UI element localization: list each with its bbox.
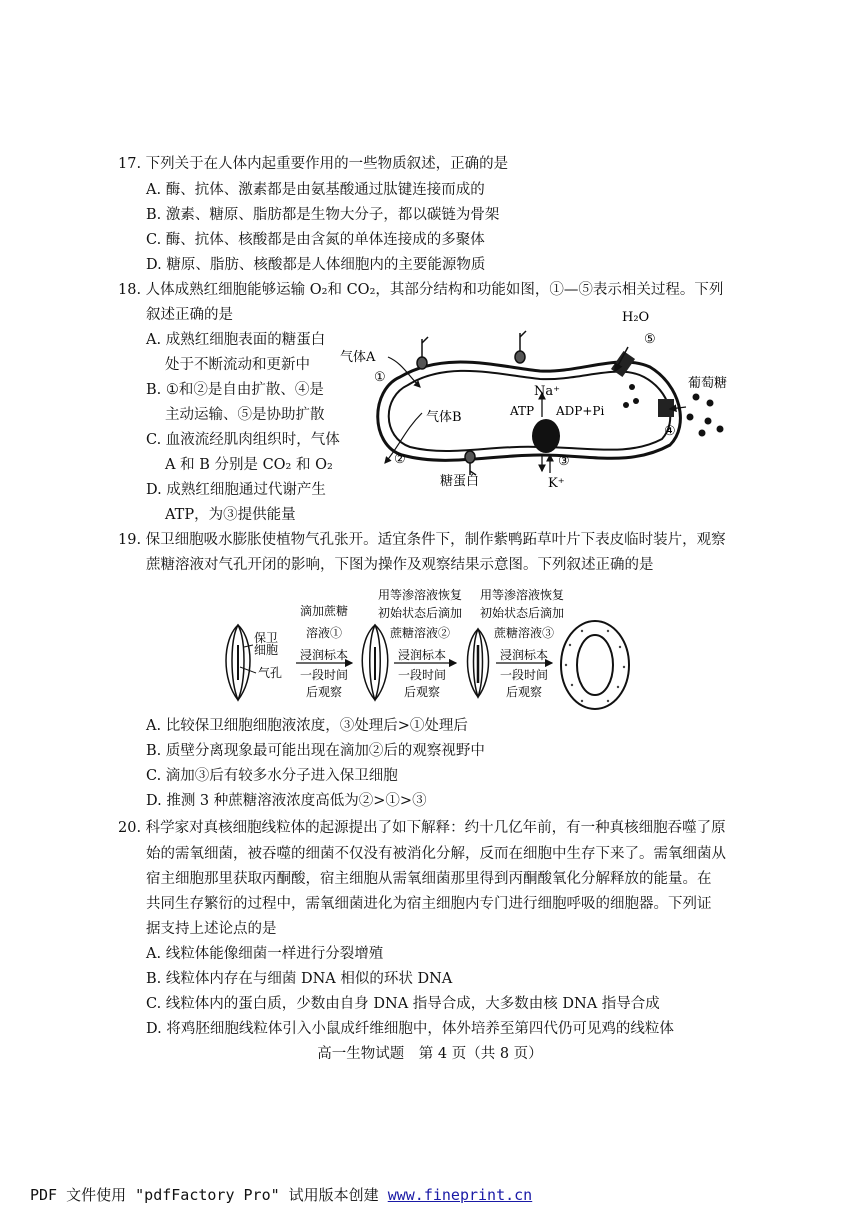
diag-s1-3: 浸润标本 [300,648,349,662]
diag-s3-3: 浸润标本 [500,648,549,662]
pdf-watermark-note [30,1184,532,1205]
q18-option-c-line2: A 和 B 分别是 CO₂ 和 O₂ [165,457,333,473]
q18-rbc-diagram [330,305,750,505]
diag-n1: ① [374,370,386,385]
diag-s1-5: 后观察 [306,685,343,699]
fineprint-link[interactable]: www.fineprint.cn [387,1186,533,1204]
glycoprotein-icon [417,331,526,475]
diag-s1-2: 溶液① [306,626,343,640]
q17-option-c: C. 酶、抗体、核酸都是由含氮的单体连接成的多聚体 [146,232,485,248]
diag-gas-b: 气体B [426,410,462,425]
diag-s2-1: 初始状态后滴加 [378,606,463,620]
q20-stem-line1: 20. 科学家对真核细胞线粒体的起源提出了如下解释：约十几亿年前，有一种真核细胞吞噬了原 [118,820,726,836]
q17-option-b: B. 激素、糖原、脂肪都是生物大分子，都以碳链为骨架 [146,207,500,223]
q18-option-b-line1: B. ①和②是自由扩散、④是 [146,382,324,398]
stoma-open-icon [561,621,629,709]
stoma-after-2-icon [468,629,489,697]
q20-stem-line3: 宿主细胞那里获取丙酮酸，宿主细胞从需氧细菌那里得到丙酮酸氧化分解释放的能量。在 [146,871,712,887]
q19-option-a: A. 比较保卫细胞细胞液浓度，③处理后>①处理后 [146,718,468,734]
diag-s3-5: 后观察 [506,685,543,699]
diag-glycoprotein-label: 糖蛋白 [440,474,480,489]
diag-adp: ADP+Pi [556,404,605,418]
diag-guard-cell-2: 细胞 [254,643,279,657]
diag-n2: ② [394,452,406,467]
diag-s2-4: 一段时间 [398,668,447,682]
q18-option-b-line2: 主动运输、⑤是协助扩散 [165,407,325,423]
na-k-pump-icon [532,419,560,453]
q18-option-d-line1: D. 成熟红细胞通过代谢产生 [146,482,326,498]
diag-gas-a: 气体A [340,350,376,365]
stoma-initial-icon [226,625,250,700]
q20-option-d: D. 将鸡胚细胞线粒体引入小鼠成纤维细胞中，体外培养至第四代仍可见鸡的线粒体 [146,1021,674,1037]
q17-option-d: D. 糖原、脂肪、核酸都是人体细胞内的主要能源物质 [146,257,486,273]
diag-h2o: H₂O [622,310,650,325]
q18-stem-line1: 18. 人体成熟红细胞能够运输 O₂和 CO₂，其部分结构和功能如图，①—⑤表示相关过程。下列 [118,282,724,298]
q18-option-a-line2: 处于不断流动和更新中 [165,357,310,373]
q20-option-c: C. 线粒体内的蛋白质，少数由自身 DNA 指导合成，大多数由核 DNA 指导合成 [146,996,660,1012]
diag-s2-5: 后观察 [404,685,441,699]
q20-option-b: B. 线粒体内存在与细菌 DNA 相似的环状 DNA [146,971,453,987]
diag-na: Na⁺ [534,384,560,399]
diag-s2-0: 用等渗溶液恢复 [378,588,463,602]
page-footer: 高一生物试题 第 4 页（共 8 页） [317,1046,543,1062]
q18-option-c-line1: C. 血液流经肌肉组织时，气体 [146,432,340,448]
glucose-carrier-icon [658,399,674,417]
diag-stoma: 气孔 [258,666,283,680]
pdf-note-text: PDF 文件使用 "pdfFactory Pro" 试用版本创建 [30,1186,388,1204]
q19-option-d: D. 推测 3 种蔗糖溶液浓度高低为②>①>③ [146,793,427,809]
q20-stem-line2: 始的需氧细菌，被吞噬的细菌不仅没有被消化分解，反而在细胞中生存下来了。需氧细菌从 [146,846,726,862]
diag-s3-4: 一段时间 [500,668,549,682]
diag-n5: ⑤ [644,332,656,347]
q19-stem-line1: 19. 保卫细胞吸水膨胀使植物气孔张开。适宜条件下，制作紫鸭跖草叶片下表皮临时装片，观察 [118,532,726,548]
diag-n3: ③ [558,454,570,469]
diag-glucose: 葡萄糖 [688,376,728,391]
q18-option-d-line2: ATP，为③提供能量 [165,507,296,523]
q17-option-a: A. 酶、抗体、激素都是由氨基酸通过肽键连接而成的 [146,182,485,198]
q20-option-a: A. 线粒体能像细菌一样进行分裂增殖 [146,946,384,962]
q18-stem-line2: 叙述正确的是 [146,307,233,323]
q19-option-b: B. 质壁分离现象最可能出现在滴加②后的观察视野中 [146,743,485,759]
diag-s1-1: 滴加蔗糖 [300,604,349,618]
q18-option-a-line1: A. 成熟红细胞表面的糖蛋白 [146,332,326,348]
q20-stem-line5: 据支持上述论点的是 [146,921,277,937]
diag-s3-1: 初始状态后滴加 [480,606,565,620]
stoma-after-1-icon [362,625,388,700]
q19-option-c: C. 滴加③后有较多水分子进入保卫细胞 [146,768,398,784]
diag-s2-3: 浸润标本 [398,648,447,662]
q17-stem: 17. 下列关于在人体内起重要作用的一些物质叙述，正确的是 [118,156,509,172]
q19-stem-line2: 蔗糖溶液对气孔开闭的影响，下图为操作及观察结果示意图。下列叙述正确的是 [146,557,654,573]
q20-stem-line4: 共同生存繁衍的过程中，需氧细菌进化为宿主细胞内专门进行细胞呼吸的细胞器。下列证 [146,896,712,912]
diag-s3-2: 蔗糖溶液③ [494,626,555,640]
diag-n4: ④ [664,424,676,439]
q19-stoma-diagram [210,585,630,710]
diag-guard-cell-1: 保卫 [254,631,279,645]
diag-s1-4: 一段时间 [300,668,349,682]
diag-s3-0: 用等渗溶液恢复 [480,588,565,602]
diag-s2-2: 蔗糖溶液② [390,626,451,640]
diag-atp: ATP [510,404,535,418]
diag-k: K⁺ [548,476,565,491]
